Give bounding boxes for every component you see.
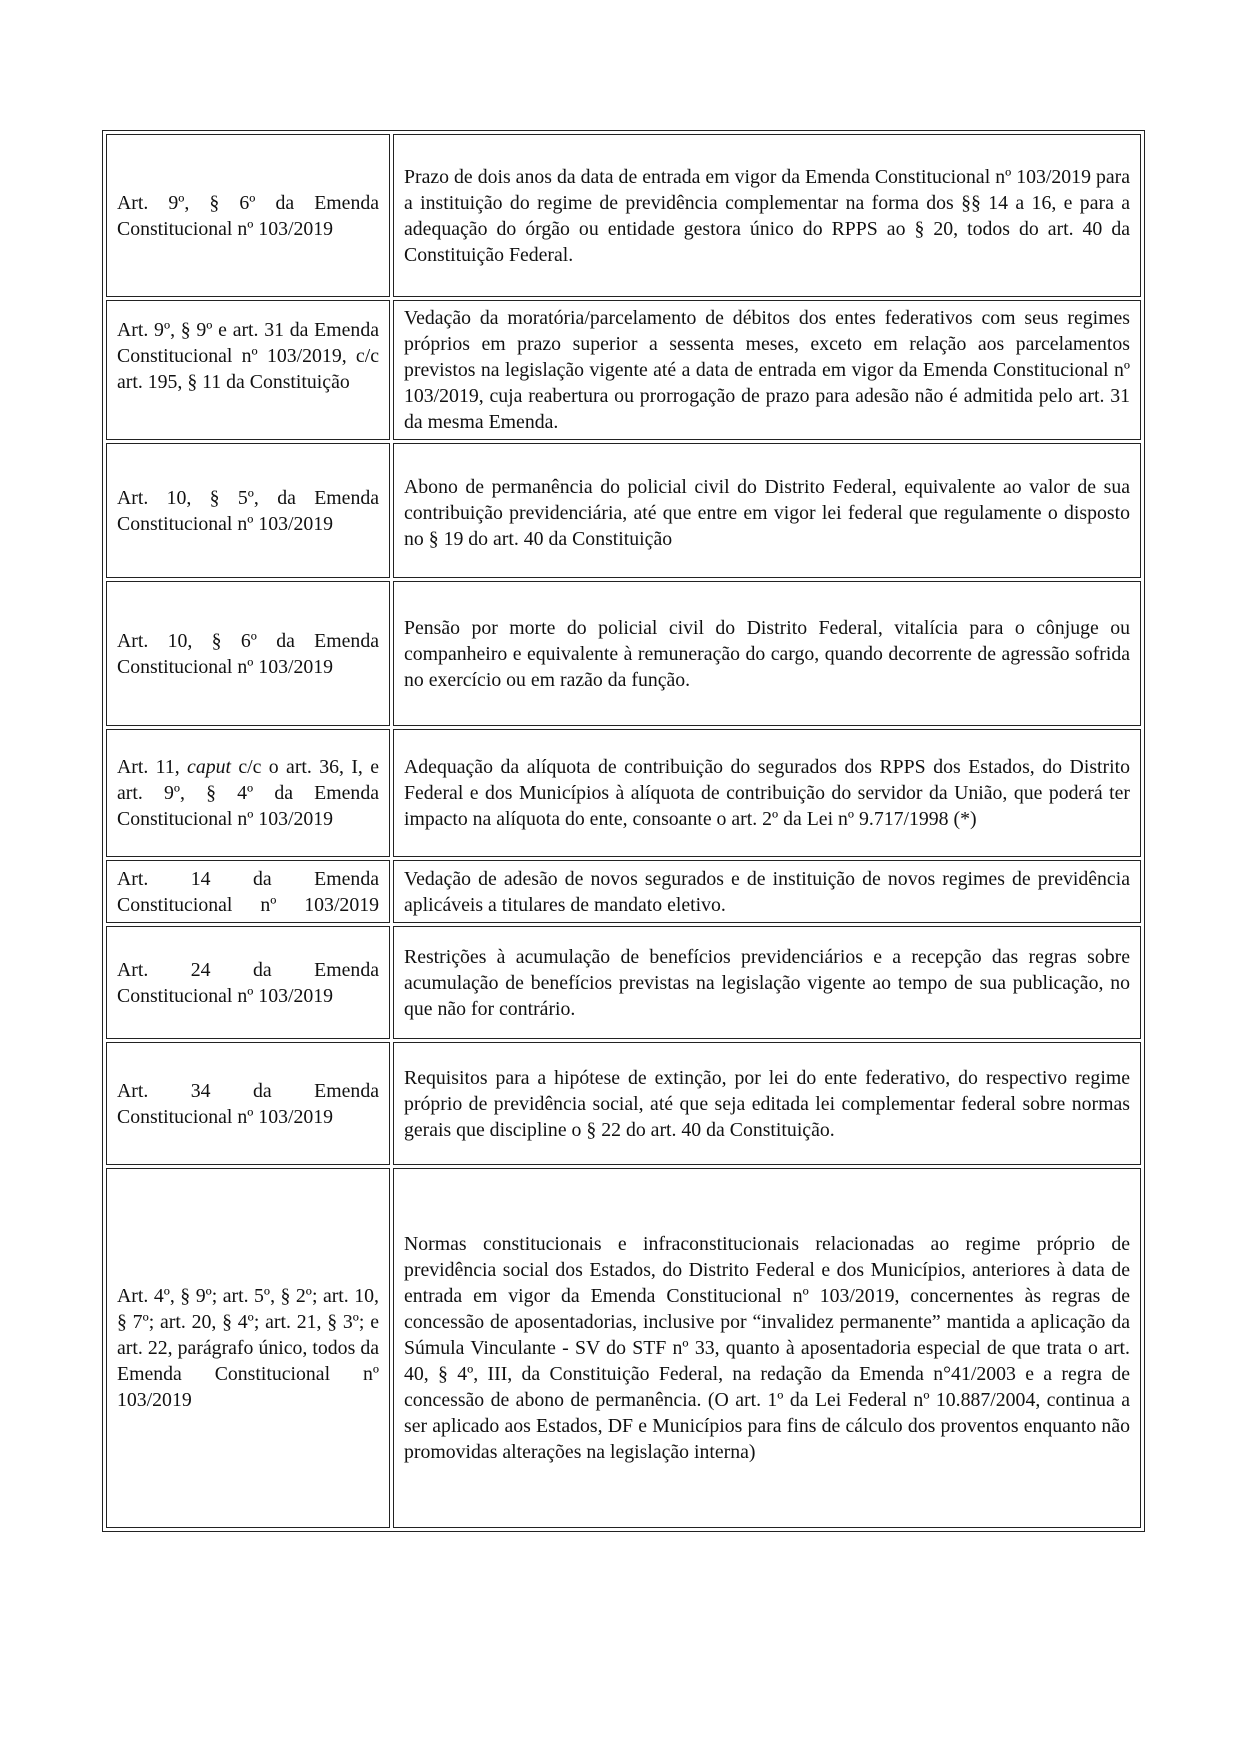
reference-text: c/c o art. 36, I, e art. 9º, § 4º da Emenda Constitucional nº 103/2019 — [117, 756, 379, 830]
table-row — [106, 581, 1141, 726]
table-row — [106, 1168, 1141, 1528]
table-row — [106, 443, 1141, 578]
legislation-table — [102, 130, 1145, 1532]
reference-cell: Art. 10, § 6º da Emenda Constitucional nº 103/2019 — [106, 581, 390, 726]
reference-cell: Art. 34 da Emenda Constitucional nº 103/2019 — [106, 1042, 390, 1165]
description-cell: Adequação da alíquota de contribuição do segurados dos RPPS dos Estados, do Distrito Federal e dos Municípios à alíquota de contribuição do servidor da União, que poderá ter impacto na alíquota do ente, consoante o art. 2º da Lei nº 9.717/1998 (*) — [393, 729, 1141, 857]
reference-cell: Art. 4º, § 9º; art. 5º, § 2º; art. 10, § 7º; art. 20, § 4º; art. 21, § 3º; e art. 22, parágrafo único, todos da Emenda Constitucional nº 103/2019 — [106, 1168, 390, 1528]
table-row — [106, 860, 1141, 923]
reference-text: Art. 11, — [117, 756, 188, 778]
reference-cell: Art. 9º, § 6º da Emenda Constitucional nº 103/2019 — [106, 134, 390, 297]
description-cell: Vedação de adesão de novos segurados e de instituição de novos regimes de previdência aplicáveis a titulares de mandato eletivo. — [393, 860, 1141, 923]
description-cell: Restrições à acumulação de benefícios previdenciários e a recepção das regras sobre acumulação de benefícios previstas na legislação vigente ao tempo de sua publicação, no que não for contrário. — [393, 926, 1141, 1039]
reference-cell — [106, 729, 390, 857]
reference-cell: Art. 24 da Emenda Constitucional nº 103/2019 — [106, 926, 390, 1039]
description-cell: Abono de permanência do policial civil do Distrito Federal, equivalente ao valor de sua contribuição previdenciária, até que entre em vigor lei federal que regulamente o disposto no § 19 do art. 40 da Constituição — [393, 443, 1141, 578]
table-row — [106, 300, 1141, 440]
table-row — [106, 134, 1141, 297]
description-cell: Normas constitucionais e infraconstitucionais relacionadas ao regime próprio de previdência social dos Estados, do Distrito Federal e dos Municípios, anteriores à data de entrada em vigor da Emenda Constitucional nº 103/2019, concernentes às regras de concessão de aposentadorias, inclusive por “invalidez permanente” mantida a aplicação da Súmula Vinculante - SV do STF nº 33, quanto à aposentadoria especial de que trata o art. 40, § 4º, III, da Constituição Federal, na redação da Emenda n°41/2003 e a regra de concessão de abono de permanência. (O art. 1º da Lei Federal nº 10.887/2004, continua a ser aplicado aos Estados, DF e Municípios para fins de cálculo dos proventos enquanto não promovidas alterações na legislação interna) — [393, 1168, 1141, 1528]
reference-cell: Art. 9º, § 9º e art. 31 da Emenda Constitucional nº 103/2019, c/c art. 195, § 11 da Constituição — [106, 300, 390, 440]
description-cell: Prazo de dois anos da data de entrada em vigor da Emenda Constitucional nº 103/2019 para a instituição do regime de previdência complementar na forma dos §§ 14 a 16, e para a adequação do órgão ou entidade gestora único do RPPS ao § 20, todos do art. 40 da Constituição Federal. — [393, 134, 1141, 297]
table-row — [106, 926, 1141, 1039]
reference-cell: Art. 10, § 5º, da Emenda Constitucional nº 103/2019 — [106, 443, 390, 578]
description-cell: Vedação da moratória/parcelamento de débitos dos entes federativos com seus regimes próprios em prazo superior a sessenta meses, exceto em relação aos parcelamentos previstos na legislação vigente até a data de entrada em vigor da Emenda Constitucional nº 103/2019, cuja reabertura ou prorrogação de prazo para adesão não é admitida pelo art. 31 da mesma Emenda. — [393, 300, 1141, 440]
table-row — [106, 729, 1141, 857]
description-cell: Pensão por morte do policial civil do Distrito Federal, vitalícia para o cônjuge ou companheiro e equivalente à remuneração do cargo, quando decorrente de agressão sofrida no exercício ou em razão da função. — [393, 581, 1141, 726]
reference-cell: Art. 14 da Emenda Constitucional nº 103/2019 — [106, 860, 390, 923]
table-row — [106, 1042, 1141, 1165]
description-cell: Requisitos para a hipótese de extinção, por lei do ente federativo, do respectivo regime próprio de previdência social, até que seja editada lei complementar federal sobre normas gerais que discipline o § 22 do art. 40 da Constituição. — [393, 1042, 1141, 1165]
reference-emphasis: caput — [187, 756, 231, 778]
